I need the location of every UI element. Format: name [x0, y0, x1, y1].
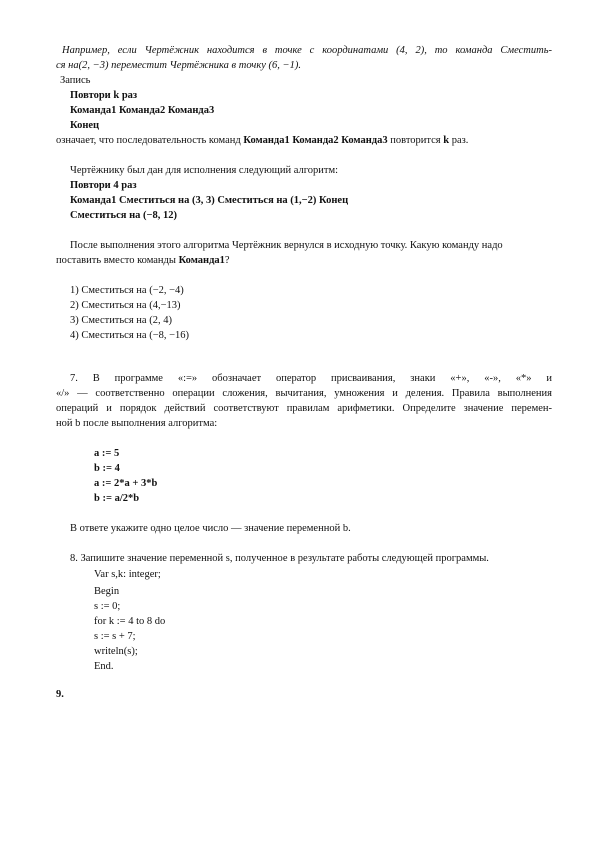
- task6-given: Чертёжнику был дан для исполнения следующий алгоритм:: [70, 165, 339, 176]
- means-commands: Команда1 Команда2 Команда3: [243, 135, 388, 146]
- question-pre: поставить вместо команды: [56, 255, 179, 266]
- task6-question-line-2: [56, 253, 230, 268]
- task6-algo-line-3: Сместиться на (−8, 12): [70, 210, 177, 221]
- task7-line-2: «/» — соответственно операции сложения, вычитания, умножения и деления. Правила выполнения: [56, 388, 552, 399]
- intro-zapis: Запись: [60, 75, 91, 86]
- task8-line-1: 8. Запишите значение переменной s, полученное в результате работы следующей программы.: [70, 553, 489, 564]
- task8-code-line-3: s := 0;: [94, 601, 121, 612]
- means-post: раз.: [449, 135, 469, 146]
- intro-commands: Команда1 Команда2 Команда3: [70, 105, 215, 116]
- task7-line-3: операций и порядок действий соответствуют правилам арифметики. Определите значение перемен-: [56, 403, 552, 414]
- task6-option-1: 1) Сместиться на (−2, −4): [70, 285, 184, 296]
- task6-algo-line-2: Команда1 Сместиться на (3, 3) Сместиться на (1,−2) Конец: [70, 195, 349, 206]
- means-pre: означает, что последовательность команд: [56, 135, 244, 146]
- task7-code-line-2: b := 4: [94, 463, 120, 474]
- task7-code-line-3: a := 2*a + 3*b: [94, 478, 158, 489]
- intro-line-2: ся на(2, −3) переместит Чертёжника в точку (6, −1).: [56, 60, 301, 71]
- task6-option-2: 2) Сместиться на (4,−13): [70, 300, 181, 311]
- question-command: Команда1: [178, 255, 225, 266]
- task8-code-line-5: s := s + 7;: [94, 631, 136, 642]
- task8-code-line-7: End.: [94, 661, 114, 672]
- task7-line-4: ной b после выполнения алгоритма:: [56, 418, 218, 429]
- question-post: ?: [224, 255, 230, 266]
- task7-code-line-1: a := 5: [94, 448, 120, 459]
- task8-code-line-4: for k := 4 to 8 do: [94, 616, 166, 627]
- task8-code-line-1: Var s,k: integer;: [94, 569, 161, 580]
- task9-label: 9.: [56, 689, 64, 700]
- intro-line-1: Например, если Чертёжник находится в точке с координатами (4, 2), то команда Сместить-: [62, 45, 552, 56]
- intro-means-line: [56, 133, 468, 148]
- task8-code-line-6: writeln(s);: [94, 646, 138, 657]
- task6-question-line-1: После выполнения этого алгоритма Чертёжник вернулся в исходную точку. Какую команду надо: [70, 240, 503, 251]
- intro-end: Конец: [70, 120, 100, 131]
- task6-option-4: 4) Сместиться на (−8, −16): [70, 330, 190, 341]
- task7-code-line-4: b := a/2*b: [94, 493, 140, 504]
- task7-answer: В ответе укажите одно целое число — значение переменной b.: [70, 523, 351, 534]
- task8-code-line-2: Begin: [94, 586, 120, 597]
- means-k: k: [443, 135, 450, 146]
- intro-repeat: Повтори k раз: [70, 90, 138, 101]
- means-mid: повторится: [387, 135, 444, 146]
- task6-algo-line-1: Повтори 4 раз: [70, 180, 137, 191]
- task6-option-3: 3) Сместиться на (2, 4): [70, 315, 172, 326]
- task7-line-1: 7. В программе «:=» обозначает оператор присваивания, знаки «+», «-», «*» и: [70, 373, 552, 384]
